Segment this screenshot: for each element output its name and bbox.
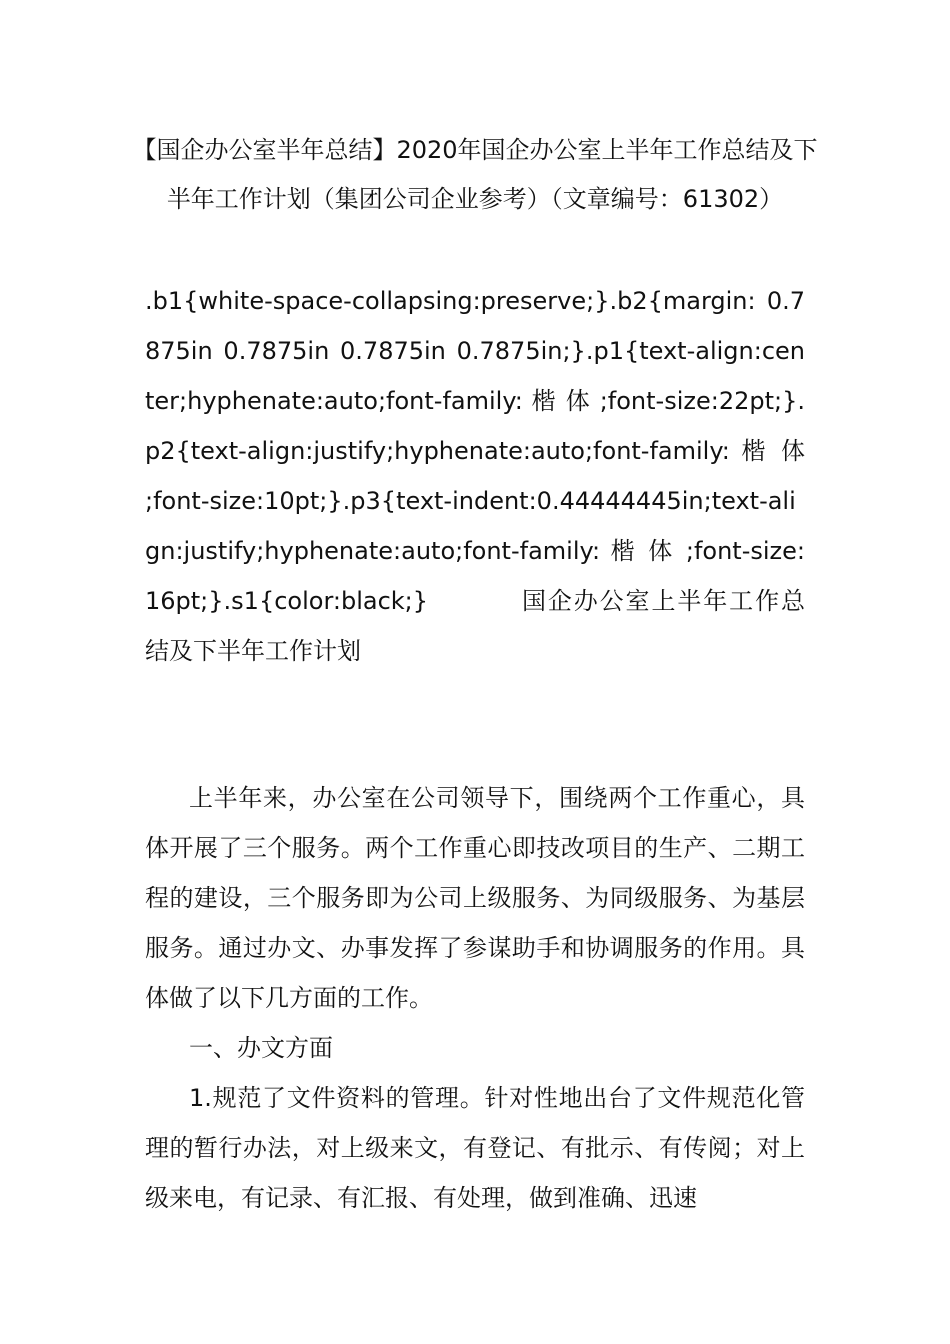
document-title: 【国企办公室半年总结】2020年国企办公室上半年工作总结及下半年工作计划（集团公司企业参考）（文章编号：61302） [132, 136, 818, 213]
stylesheet-text-block [145, 276, 805, 676]
section-heading: 国企办公室上半年工作总结及下半年工作计划 [145, 587, 805, 665]
paragraph: 1.规范了文件资料的管理。针对性地出台了文件规范化管理的暂行办法，对上级来文，有登记、有批示、有传阅；对上级来电，有记录、有汇报、有处理，做到准确、迅速 [145, 1084, 805, 1212]
stylesheet-text: .b1{white-space-collapsing:preserve;}.b2{margin: 0.7875in 0.7875in 0.7875in 0.7875in;}.p1{text-align:center;hyphenate:auto;font-family: 楷 体 ;font-size:22pt;}.p2{text-align:justify;hyphenate:auto;font-family: 楷 体 ;font-size:10pt;}.p3{text-indent:0.44444445in;text-align:justify;hyphenate:auto;font-family: 楷 体 ;font-size:16pt;}.s1{color:black;} [145, 287, 805, 615]
paragraph: 上半年来，办公室在公司领导下，围绕两个工作重心，具体开展了三个服务。两个工作重心即技改项目的生产、二期工程的建设，三个服务即为公司上级服务、为同级服务、为基层服务。通过办文、办事发挥了参谋助手和协调服务的作用。具体做了以下几方面的工作。 [145, 784, 805, 1012]
body-text [145, 773, 805, 1223]
section-heading-office-documents: 一、办文方面 [189, 1034, 333, 1062]
